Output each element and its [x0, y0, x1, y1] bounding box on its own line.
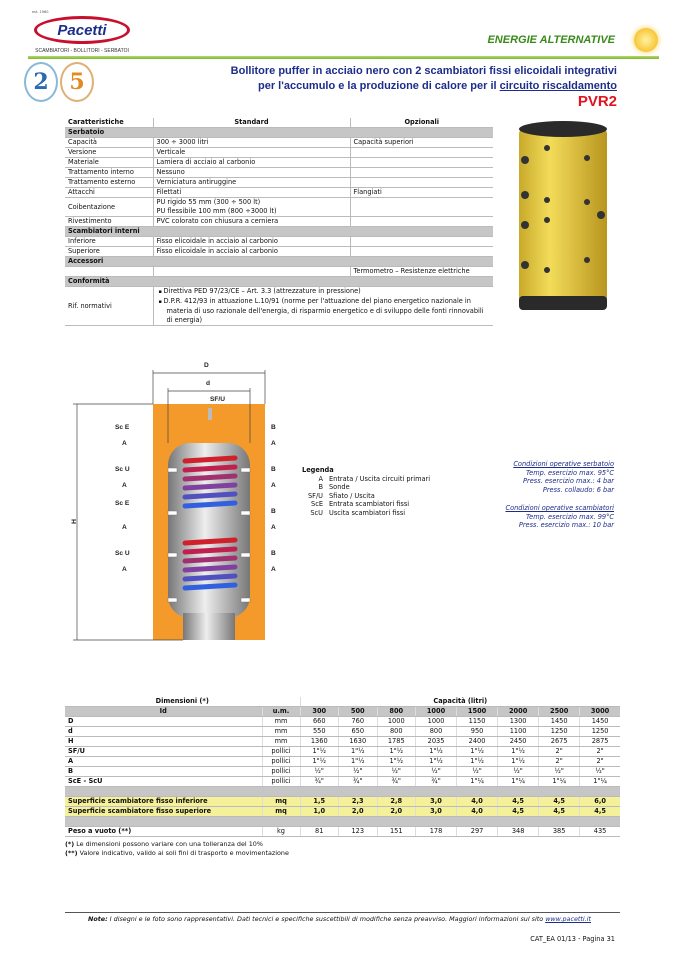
cell: Fisso elicoidale in acciaio al carbonio: [153, 237, 350, 247]
cell: ½": [580, 767, 620, 777]
cell: 650: [339, 727, 378, 737]
table-row: [65, 827, 620, 837]
cell: 348: [498, 827, 539, 837]
cell: 1"¼: [457, 777, 498, 787]
left-port-label: Sc U: [115, 550, 130, 557]
cell: ½": [339, 767, 378, 777]
cell: 4,0: [457, 807, 498, 817]
cell: 178: [416, 827, 457, 837]
cell: ½": [300, 767, 339, 777]
warranty-2-badge: 2: [24, 62, 58, 102]
cell: ½": [539, 767, 580, 777]
cell: 1"½: [339, 757, 378, 767]
cell: 1250: [539, 727, 580, 737]
cell: 435: [580, 827, 620, 837]
condition: Press. esercizio max.: 4 bar: [523, 477, 614, 485]
cell: 660: [300, 717, 339, 727]
cell: 2035: [416, 737, 457, 747]
cell: pollici: [262, 757, 300, 767]
legend: [302, 466, 430, 517]
cell: 1630: [339, 737, 378, 747]
header-cell: Caratteristiche: [65, 118, 153, 128]
dim-d-label: d: [206, 380, 211, 387]
conditions-title: Condizioni operative serbatoio: [513, 460, 614, 468]
left-port-label: A: [122, 482, 127, 489]
cell: 297: [457, 827, 498, 837]
table-row: [65, 807, 620, 817]
cell: Capacità: [65, 138, 153, 148]
cell: 4,5: [498, 797, 539, 807]
dim-H-label: H: [70, 519, 78, 524]
cell: Fisso elicoidale in acciaio al carbonio: [153, 247, 350, 257]
tank-conditions: [513, 460, 614, 494]
cell: ½": [457, 767, 498, 777]
cell: mq: [262, 797, 300, 807]
cell: mm: [262, 737, 300, 747]
condition: Temp. esercizio max. 95°C: [525, 468, 614, 477]
section-title: ENERGIE ALTERNATIVE: [487, 34, 615, 46]
legend-title: Legenda: [302, 466, 334, 474]
section-row: Serbatoio: [65, 128, 493, 138]
sun-icon: [634, 28, 658, 52]
cell: ½": [498, 767, 539, 777]
condition: Press. collaudo: 6 bar: [542, 485, 614, 494]
capacity-header: 500: [339, 707, 378, 717]
footnote-text: Valore indicativo, valido ai soli fini di trasporto e movimentazione: [79, 848, 289, 857]
cell: 2450: [498, 737, 539, 747]
table-row: [65, 777, 620, 787]
cell: 2875: [580, 737, 620, 747]
model-code: PVR2: [577, 93, 617, 110]
cell: 1"½: [300, 757, 339, 767]
header-row: [65, 697, 620, 707]
legend-key: B: [318, 483, 323, 491]
page-number: CAT_EA 01/13 - Pagina 31: [530, 935, 615, 943]
cell: ¾": [416, 777, 457, 787]
logo-est: est. 1960: [32, 10, 49, 14]
cell: 6,0: [580, 797, 620, 807]
cell: mq: [262, 807, 300, 817]
norm-item: ▪ D.P.R. 412/93 in attuazione L.10/91 (norme per l'attuazione del piano energetico nazionale in materia di uso razionale dell'energia, di risparmio energetico e di sviluppo delle fonti rinnovabili di energia): [157, 297, 491, 325]
dim-D-label: D: [204, 362, 209, 369]
cell: 1"½: [498, 747, 539, 757]
cell: 800: [377, 727, 416, 737]
row-label: Superficie scambiatore fisso inferiore: [65, 797, 262, 807]
right-port-label: B: [271, 466, 276, 473]
cell: PVC colorato con chiusura a cerniera: [153, 217, 350, 227]
spacer: [65, 787, 620, 797]
cell: 2675: [539, 737, 580, 747]
cell: 2": [539, 757, 580, 767]
table-row: [65, 727, 620, 737]
logo-text: Pacetti: [57, 21, 107, 39]
technical-diagram: [70, 358, 295, 648]
cell: ¾": [339, 777, 378, 787]
table-row: [65, 757, 620, 767]
cell: Materiale: [65, 158, 153, 168]
cell: Trattamento esterno: [65, 178, 153, 188]
right-port-label: B: [271, 508, 276, 515]
conditions-title: Condizioni operative scambiatori: [505, 504, 614, 512]
cell: 1"½: [498, 757, 539, 767]
cell: 1"¼: [539, 777, 580, 787]
cell: Verticale: [153, 148, 350, 158]
footnote-mark: (**): [65, 848, 78, 857]
right-port-label: A: [271, 566, 276, 573]
logo-subtitle: SCAMBIATORI - BOLLITORI - SERBATOI: [35, 48, 129, 54]
cell: 950: [457, 727, 498, 737]
cell: 550: [300, 727, 339, 737]
norm-item: ▪ Direttiva PED 97/23/CE – Art. 3.3 (attrezzature in pressione): [157, 287, 491, 297]
footnotes: [65, 840, 289, 857]
id-header: Id: [65, 707, 262, 717]
cell: ½": [377, 767, 416, 777]
section-row: Scambiatori interni: [65, 227, 493, 237]
legend-key: SF/U: [307, 491, 323, 500]
cell: 3,0: [416, 807, 457, 817]
cell: 4,5: [539, 807, 580, 817]
legend-text: Entrata scambiatori fissi: [329, 500, 410, 508]
cell: 2400: [457, 737, 498, 747]
cell: pollici: [262, 777, 300, 787]
row-label: H: [65, 737, 262, 747]
cell: 1"½: [457, 757, 498, 767]
section-row: Conformità: [65, 277, 493, 287]
legend-key: A: [318, 474, 323, 483]
spacer-row: [65, 787, 620, 797]
legend-text: Uscita scambiatori fissi: [329, 508, 406, 517]
condition: Temp. esercizio max. 99°C: [525, 512, 614, 521]
capacity-header: 1500: [457, 707, 498, 717]
exchanger-conditions: [505, 504, 614, 530]
cell: 1000: [377, 717, 416, 727]
footnote-text: Le dimensioni possono variare con una tolleranza del 10%: [76, 840, 263, 848]
left-port-label: A: [122, 524, 127, 531]
cell: 1360: [300, 737, 339, 747]
spec-table: [65, 118, 493, 326]
cell: 2": [580, 757, 620, 767]
note-label: Note:: [88, 915, 108, 923]
left-port-label: Sc U: [115, 466, 130, 473]
row-label: B: [65, 767, 262, 777]
cell: ¾": [300, 777, 339, 787]
row-label: Superficie scambiatore fisso superiore: [65, 807, 262, 817]
cell: 300 ÷ 3000 litri: [153, 138, 350, 148]
cell: 1785: [377, 737, 416, 747]
cell: 1450: [539, 717, 580, 727]
cell: 1100: [498, 727, 539, 737]
right-port-label: A: [271, 482, 276, 489]
dimensions-table: [65, 697, 620, 837]
left-port-label: A: [122, 440, 127, 447]
spacer: [65, 817, 620, 827]
legend-text: Sonde: [329, 483, 350, 491]
dimensions-title: Dimensioni (*): [65, 697, 300, 707]
cell: Lamiera di acciaio al carbonio: [153, 158, 350, 168]
section-row: Accessori: [65, 257, 493, 267]
table-row: [65, 737, 620, 747]
table-row: [65, 797, 620, 807]
cell: kg: [262, 827, 300, 837]
capacity-header: 1000: [416, 707, 457, 717]
cell: 1"½: [377, 757, 416, 767]
right-port-label: B: [271, 550, 276, 557]
cell: Capacità superiori: [350, 138, 493, 148]
row-label: D: [65, 717, 262, 727]
unit-header: u.m.: [262, 707, 300, 717]
table-row: [65, 767, 620, 777]
cell: 1"½: [457, 747, 498, 757]
left-port-label: Sc E: [115, 424, 130, 431]
capacity-header: 3000: [580, 707, 620, 717]
cell: Rivestimento: [65, 217, 153, 227]
cell: 1"½: [416, 757, 457, 767]
title-line-1: Bollitore puffer in acciaio nero con 2 scambiatori fissi elicoidali integrativi: [230, 65, 617, 77]
cell: ½": [416, 767, 457, 777]
cell: 1150: [457, 717, 498, 727]
legend-key: ScE: [311, 500, 323, 508]
cell: mm: [262, 727, 300, 737]
left-port-label: A: [122, 566, 127, 573]
cell: 1"½: [377, 747, 416, 757]
table-row: [65, 747, 620, 757]
cell: 1,0: [300, 807, 339, 817]
cell: Attacchi: [65, 188, 153, 198]
title-line-2: per l'accumulo e la produzione di calore per il: [258, 80, 500, 92]
cell: Versione: [65, 148, 153, 158]
legend-text: Entrata / Uscita circuiti primari: [329, 474, 431, 483]
header-row: [65, 707, 620, 717]
cell: 151: [377, 827, 416, 837]
cell: 2,0: [377, 807, 416, 817]
cell: Filettati: [153, 188, 350, 198]
cell: 1"½: [300, 747, 339, 757]
cell: 2,0: [339, 807, 378, 817]
cell: mm: [262, 717, 300, 727]
right-port-label: B: [271, 424, 276, 431]
capacity-header: 800: [377, 707, 416, 717]
cell: Termometro – Resistenze elettriche: [350, 267, 493, 277]
row-label: Peso a vuoto (**): [65, 827, 262, 837]
cell: 2,3: [339, 797, 378, 807]
cell: 1"½: [339, 747, 378, 757]
capacity-header: 2000: [498, 707, 539, 717]
footnote-mark: (*): [65, 840, 75, 848]
row-label: ScE - ScU: [65, 777, 262, 787]
legend-key: ScU: [310, 508, 323, 517]
cell: Flangiati: [350, 188, 493, 198]
left-port-label: Sc E: [115, 500, 130, 507]
cell: pollici: [262, 767, 300, 777]
cell-line: PU rigido 55 mm (300 ÷ 500 lt): [156, 198, 261, 206]
header-divider: [28, 56, 659, 59]
cell: pollici: [262, 747, 300, 757]
cell: Nessuno: [153, 168, 350, 178]
pacetti-logo: [28, 10, 136, 56]
cell-line: PU flessibile 100 mm (800 ÷3000 lt): [156, 207, 277, 215]
row-label: A: [65, 757, 262, 767]
cell: 2,8: [377, 797, 416, 807]
cell: 800: [416, 727, 457, 737]
capacity-title: Capacità (litri): [300, 697, 620, 707]
cell: Inferiore: [65, 237, 153, 247]
cell: Verniciatura antiruggine: [153, 178, 350, 188]
circuit-link[interactable]: circuito riscaldamento: [499, 80, 617, 92]
cell: 760: [339, 717, 378, 727]
cell: 4,0: [457, 797, 498, 807]
right-port-label: A: [271, 524, 276, 531]
legend-text: Sfiato / Uscita: [329, 491, 375, 500]
sfu-label: SF/U: [210, 396, 226, 403]
row-label: d: [65, 727, 262, 737]
cell: 4,5: [498, 807, 539, 817]
footer-divider: [65, 912, 620, 913]
tank-photo: [517, 120, 609, 312]
cell: 1"¼: [498, 777, 539, 787]
cell: Trattamento interno: [65, 168, 153, 178]
cell: 3,0: [416, 797, 457, 807]
cell: 4,5: [539, 797, 580, 807]
spacer-row: [65, 817, 620, 827]
cell: 385: [539, 827, 580, 837]
website-link[interactable]: www.pacetti.it: [545, 915, 592, 923]
warranty-5-badge: 5: [60, 62, 94, 102]
note-text: I disegni e le foto sono rappresentativi. Dati tecnici e specifiche suscettibili di modifiche senza preavviso. Maggiori informazioni sul sito: [107, 915, 546, 923]
header-cell: Opzionali: [350, 118, 493, 128]
cell: 1300: [498, 717, 539, 727]
cell: Rif. normativi: [65, 287, 153, 326]
cell: Coibentazione: [65, 198, 153, 217]
header-cell: Standard: [153, 118, 350, 128]
cell: ¾": [377, 777, 416, 787]
capacity-header: 300: [300, 707, 339, 717]
cell: 1000: [416, 717, 457, 727]
cell: 81: [300, 827, 339, 837]
cell: 4,5: [580, 807, 620, 817]
cell: 1"¼: [580, 777, 620, 787]
cell: 2": [580, 747, 620, 757]
table-row: [65, 717, 620, 727]
footer-note: [88, 915, 591, 923]
cell: 1,5: [300, 797, 339, 807]
cell: 123: [339, 827, 378, 837]
cell: 1450: [580, 717, 620, 727]
right-port-label: A: [271, 440, 276, 447]
cell: 1250: [580, 727, 620, 737]
cell: 1"½: [416, 747, 457, 757]
cell: Superiore: [65, 247, 153, 257]
product-title: [231, 64, 617, 94]
capacity-header: 2500: [539, 707, 580, 717]
row-label: SF/U: [65, 747, 262, 757]
cell: 2": [539, 747, 580, 757]
condition: Press. esercizio max.: 10 bar: [518, 521, 614, 529]
